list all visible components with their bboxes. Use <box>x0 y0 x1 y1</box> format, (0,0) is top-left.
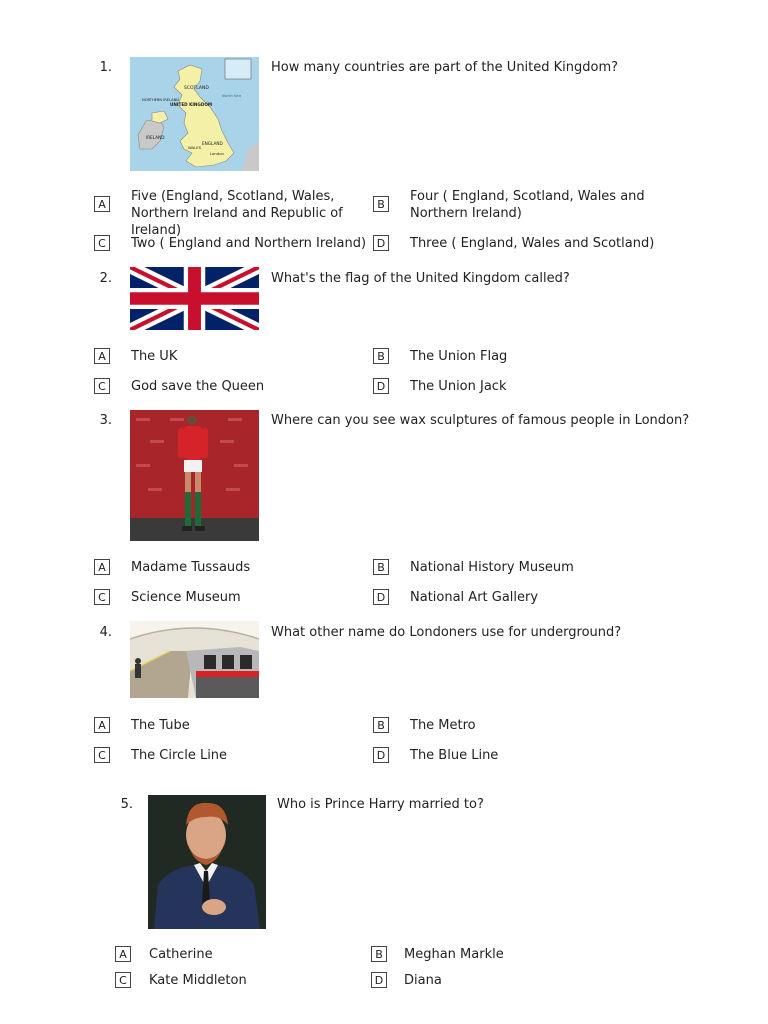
option-c-checkbox[interactable]: C <box>94 589 110 605</box>
map-label: UNITED KINGDOM <box>170 102 213 107</box>
question-text: Where can you see wax sculptures of famous people in London? <box>271 413 690 428</box>
question-text: What other name do Londoners use for underground? <box>271 625 622 640</box>
question-number: 2. <box>99 271 112 286</box>
option-a-label[interactable]: Madame Tussauds <box>131 560 251 575</box>
option-a-label[interactable]: The Tube <box>131 718 190 733</box>
map-label: IRELAND <box>146 135 165 140</box>
option-d-label[interactable]: Three ( England, Wales and Scotland) <box>410 236 655 251</box>
option-d-label[interactable]: The Blue Line <box>410 748 499 763</box>
option-b-label[interactable]: The Union Flag <box>410 349 508 364</box>
option-b-label[interactable]: Meghan Markle <box>404 947 504 962</box>
map-label: North Sea <box>222 93 241 98</box>
option-b-checkbox[interactable]: B <box>373 196 389 212</box>
option-a-checkbox[interactable]: A <box>94 717 110 733</box>
question-text: What's the flag of the United Kingdom called? <box>271 271 570 286</box>
option-d-checkbox[interactable]: D <box>373 378 389 394</box>
option-d-label[interactable]: The Union Jack <box>410 379 507 394</box>
option-b-checkbox[interactable]: B <box>373 717 389 733</box>
option-d-label[interactable]: National Art Gallery <box>410 590 539 605</box>
option-c-label[interactable]: Two ( England and Northern Ireland) <box>131 236 367 251</box>
question-number: 3. <box>99 413 112 428</box>
option-a-checkbox[interactable]: A <box>94 196 110 212</box>
option-d-checkbox[interactable]: D <box>373 589 389 605</box>
option-d-checkbox[interactable]: D <box>371 972 387 988</box>
option-b-label[interactable]: National History Museum <box>410 560 574 575</box>
map-label: SCOTLAND <box>184 86 209 91</box>
map-label: NORTHERN IRELAND <box>142 98 180 102</box>
map-label: London <box>210 151 224 156</box>
option-a-checkbox[interactable]: A <box>115 946 131 962</box>
option-c-label[interactable]: Science Museum <box>131 590 241 605</box>
underground-train-image <box>130 621 259 698</box>
option-c-checkbox[interactable]: C <box>94 747 110 763</box>
uk-map-image <box>130 57 259 171</box>
question-number: 1. <box>99 60 112 75</box>
option-c-checkbox[interactable]: C <box>94 235 110 251</box>
option-a-checkbox[interactable]: A <box>94 559 110 575</box>
prince-portrait-image <box>148 795 266 929</box>
question-text: Who is Prince Harry married to? <box>277 797 484 812</box>
question-number: 4. <box>99 625 112 640</box>
option-a-checkbox[interactable]: A <box>94 348 110 364</box>
option-c-label[interactable]: Kate Middleton <box>149 973 247 988</box>
question-text: How many countries are part of the United Kingdom? <box>271 60 619 75</box>
option-b-checkbox[interactable]: B <box>371 946 387 962</box>
map-label: ENGLAND <box>202 141 223 146</box>
option-d-checkbox[interactable]: D <box>373 747 389 763</box>
option-b-checkbox[interactable]: B <box>373 348 389 364</box>
option-a-label[interactable]: Five (England, Scotland, Wales, Northern Ireland and Republic of Ireland) <box>131 189 343 238</box>
option-b-label[interactable]: Four ( England, Scotland, Wales and Northern Ireland) <box>410 189 645 221</box>
option-c-label[interactable]: The Circle Line <box>131 748 228 763</box>
map-label: WALES <box>188 145 202 150</box>
option-d-checkbox[interactable]: D <box>373 235 389 251</box>
option-a-label[interactable]: Catherine <box>149 947 213 962</box>
option-a-label[interactable]: The UK <box>131 349 178 364</box>
option-d-label[interactable]: Diana <box>404 973 442 988</box>
union-flag-image <box>130 267 259 330</box>
option-c-label[interactable]: God save the Queen <box>131 379 265 394</box>
option-c-checkbox[interactable]: C <box>94 378 110 394</box>
question-number: 5. <box>120 797 133 812</box>
wax-figure-image <box>130 410 259 541</box>
option-b-label[interactable]: The Metro <box>410 718 476 733</box>
option-b-checkbox[interactable]: B <box>373 559 389 575</box>
option-c-checkbox[interactable]: C <box>115 972 131 988</box>
